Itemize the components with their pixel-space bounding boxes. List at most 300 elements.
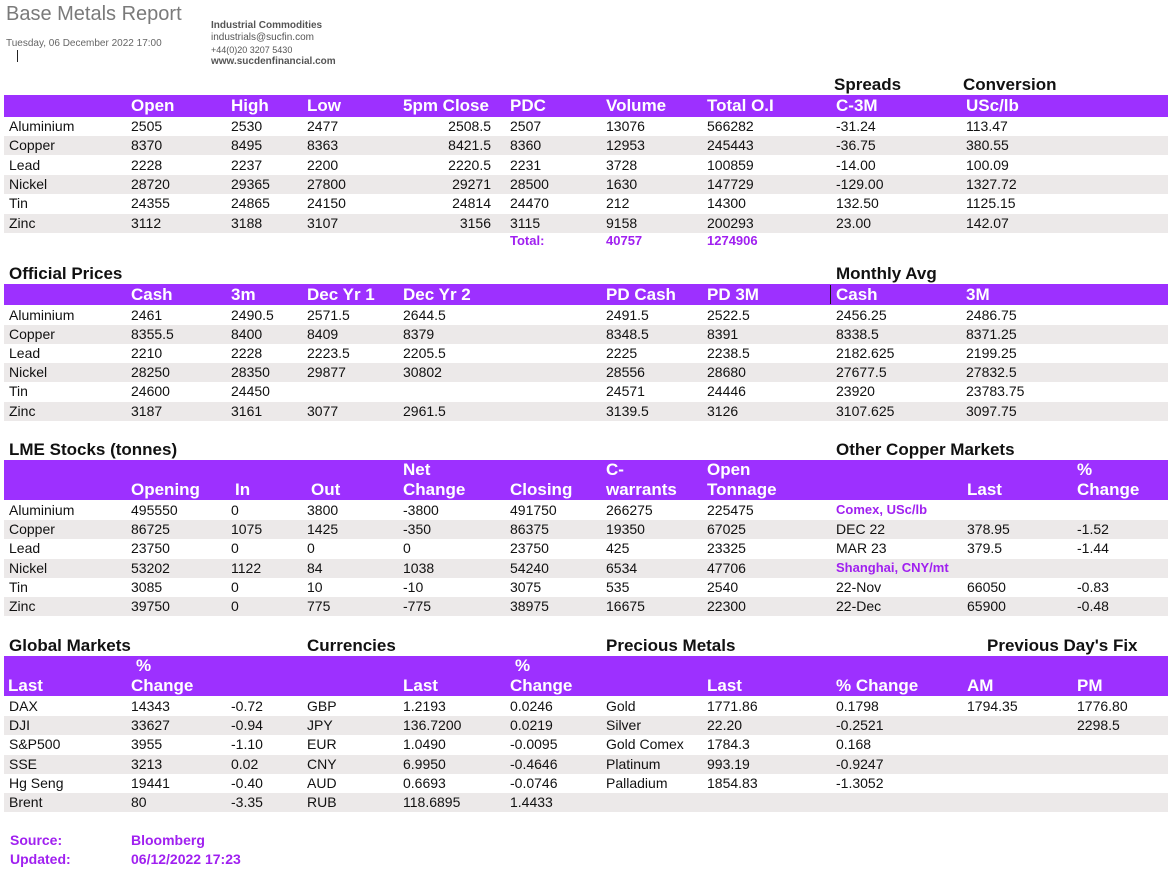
col-header: 5pm Close [403, 96, 489, 115]
index-name: Brent [9, 794, 43, 810]
pd-3m-cell: 3126 [707, 402, 739, 419]
monthly-cash-cell: 23920 [836, 383, 875, 400]
col-header: % Change [836, 676, 919, 695]
currency-name: GBP [307, 698, 337, 714]
col-header: PDC [510, 96, 546, 115]
col-header: Out [311, 480, 341, 499]
conversion-cell: 380.55 [966, 137, 1009, 154]
net-change-cell: -350 [403, 521, 432, 538]
precious-name: Gold [606, 698, 636, 714]
pdc-cell: 8360 [510, 137, 542, 154]
index-last: 33627 [131, 717, 170, 734]
oi-cell: 147729 [707, 175, 754, 192]
company-phone: +44(0)20 3207 5430 [211, 45, 293, 55]
cwarrants-cell: 6534 [606, 559, 638, 576]
cwarrants-cell: 19350 [606, 521, 645, 538]
currency-name: JPY [307, 717, 333, 734]
open-tonnage-cell: 2540 [707, 578, 739, 595]
open-tonnage-cell: 47706 [707, 559, 746, 576]
precious-last: 1784.3 [707, 736, 750, 753]
col-header: Closing [510, 480, 573, 499]
currency-change: -0.0746 [510, 774, 558, 791]
opening-cell: 86725 [131, 521, 170, 538]
col-header: 3M [966, 285, 990, 304]
spread-cell: 132.50 [836, 195, 879, 212]
metal-name: Aluminium [9, 118, 75, 134]
3m-cell: 3161 [231, 402, 263, 419]
col-header: Opening [131, 480, 200, 499]
previous-fix-heading: Previous Day's Fix [987, 636, 1138, 655]
close-cell: 2508.5 [448, 118, 491, 134]
conversion-heading: Conversion [963, 75, 1057, 94]
col-header: Dec Yr 2 [403, 285, 471, 304]
out-cell: 84 [307, 559, 323, 576]
table-row [4, 214, 1168, 233]
table-row [4, 755, 1168, 774]
col-header: AM [967, 676, 994, 695]
index-name: DJI [9, 717, 30, 734]
precious-change: 0.1798 [836, 698, 879, 714]
precious-change: -1.3052 [836, 774, 884, 791]
cwarrants-cell: 266275 [606, 502, 653, 518]
table-row [4, 344, 1168, 363]
monthly-3m-cell: 2486.75 [966, 307, 1017, 323]
volume-cell: 3728 [606, 156, 638, 173]
col-header: PM [1077, 676, 1103, 695]
precious-metals-heading: Precious Metals [606, 636, 736, 655]
monthly-3m-cell: 3097.75 [966, 402, 1017, 419]
copper-market-label: MAR 23 [836, 540, 887, 557]
high-cell: 3188 [231, 214, 263, 231]
pd-cash-cell: 2225 [606, 345, 638, 362]
cwarrants-cell: 425 [606, 540, 630, 557]
open-cell: 24355 [131, 195, 170, 212]
low-cell: 2477 [307, 118, 339, 134]
metal-name: Lead [9, 156, 41, 173]
col-header: Change [403, 480, 466, 499]
metal-name: Zinc [9, 598, 36, 614]
currency-last: 6.9950 [403, 755, 446, 772]
col-header: Volume [606, 96, 667, 115]
global-markets-heading: Global Markets [9, 636, 131, 655]
table-row [4, 306, 1168, 325]
copper-market-label: Comex, USc/lb [836, 502, 928, 517]
report-title: Base Metals Report [6, 3, 182, 25]
high-cell: 29365 [231, 175, 270, 192]
monthly-3m-cell: 27832.5 [966, 364, 1017, 381]
open-cell: 28720 [131, 175, 170, 192]
volume-cell: 212 [606, 195, 630, 212]
col-header: PD Cash [606, 285, 676, 304]
copper-market-label: DEC 22 [836, 521, 886, 538]
in-cell: 1075 [231, 521, 263, 538]
3m-cell: 8400 [231, 326, 263, 343]
pd-cash-cell: 28556 [606, 364, 645, 381]
monthly-3m-cell: 2199.25 [966, 345, 1017, 362]
pd-cash-cell: 24571 [606, 383, 645, 400]
net-change-cell: 0 [403, 540, 411, 557]
dec-yr2-cell: 2961.5 [403, 402, 446, 419]
index-last: 3955 [131, 736, 163, 753]
precious-last: 1771.86 [707, 698, 758, 714]
index-last: 80 [131, 794, 147, 810]
table-row [4, 559, 1168, 578]
pd-3m-cell: 2522.5 [707, 307, 750, 323]
conversion-cell: 1125.15 [966, 195, 1016, 212]
table-row [4, 194, 1168, 213]
index-change: -0.40 [231, 774, 263, 791]
metal-name: Tin [9, 578, 28, 595]
out-cell: 0 [307, 540, 315, 557]
close-cell: 2220.5 [448, 156, 491, 173]
fix-pm: 2298.5 [1077, 717, 1120, 734]
in-cell: 0 [231, 540, 239, 557]
metal-name: Nickel [9, 364, 48, 381]
pd-3m-cell: 8391 [707, 326, 739, 343]
opening-cell: 39750 [131, 598, 170, 614]
conversion-cell: 1327.72 [966, 175, 1017, 192]
index-last: 3213 [131, 755, 163, 772]
currency-last: 1.0490 [403, 736, 446, 753]
closing-cell: 38975 [510, 598, 549, 614]
table-row [4, 402, 1168, 421]
cash-cell: 8355.5 [131, 326, 174, 343]
spreads-heading: Spreads [834, 75, 902, 94]
copper-market-change: -1.44 [1077, 540, 1109, 557]
metal-name: Aluminium [9, 502, 75, 518]
col-header: Total O.I [707, 96, 774, 115]
precious-name: Palladium [606, 774, 668, 791]
in-cell: 0 [231, 578, 239, 595]
dec-yr1-cell: 29877 [307, 364, 346, 381]
open-cell: 2228 [131, 156, 163, 173]
copper-market-last: 65900 [967, 598, 1006, 614]
precious-last: 22.20 [707, 717, 743, 734]
table-row [4, 325, 1168, 344]
col-header: Change [131, 676, 194, 695]
table-row [4, 136, 1168, 155]
low-cell: 3107 [307, 214, 339, 231]
table-row [4, 175, 1168, 194]
metal-name: Copper [9, 521, 55, 538]
precious-name: Platinum [606, 755, 661, 772]
monthly-3m-cell: 23783.75 [966, 383, 1025, 400]
open-tonnage-cell: 67025 [707, 521, 746, 538]
volume-cell: 9158 [606, 214, 638, 231]
monthly-cash-cell: 2456.25 [836, 307, 887, 323]
pd-3m-cell: 28680 [707, 364, 746, 381]
table-row [4, 156, 1168, 175]
dec-yr2-cell: 8379 [403, 326, 435, 343]
col-header: % [1077, 460, 1093, 479]
copper-market-label: 22-Dec [836, 598, 882, 614]
dec-yr2-cell: 30802 [403, 364, 442, 381]
volume-cell: 13076 [606, 118, 645, 134]
volume-cell: 1630 [606, 175, 638, 192]
copper-market-change: -0.83 [1077, 578, 1109, 595]
net-change-cell: -775 [403, 598, 432, 614]
metal-name: Aluminium [9, 307, 75, 323]
col-header: Last [967, 480, 1002, 499]
precious-last: 993.19 [707, 755, 750, 772]
index-change: -0.72 [231, 698, 263, 714]
out-cell: 775 [307, 598, 331, 614]
out-cell: 10 [307, 578, 323, 595]
open-cell: 3112 [131, 214, 162, 231]
precious-name: Gold Comex [606, 736, 684, 753]
currency-last: 0.6693 [403, 774, 446, 791]
3m-cell: 2490.5 [231, 307, 274, 323]
monthly-cash-cell: 2182.625 [836, 345, 895, 362]
col-header: C-3M [836, 96, 878, 115]
pd-cash-cell: 2491.5 [606, 307, 649, 323]
metal-name: Copper [9, 326, 55, 343]
metal-name: Nickel [9, 175, 48, 192]
monthly-cash-cell: 3107.625 [836, 402, 895, 419]
col-header: 3m [231, 285, 256, 304]
other-copper-heading: Other Copper Markets [836, 440, 1015, 459]
col-header: C- [606, 460, 624, 479]
col-header: Change [510, 676, 573, 695]
high-cell: 2237 [231, 156, 263, 173]
copper-market-label: Shanghai, CNY/mt [836, 559, 949, 575]
index-last: 14343 [131, 698, 170, 714]
cash-cell: 2210 [131, 345, 163, 362]
metal-name: Nickel [9, 559, 48, 576]
table-row [4, 697, 1168, 716]
currency-last: 136.7200 [403, 717, 462, 734]
updated-label: Updated: [10, 851, 71, 867]
currency-change: 0.0246 [510, 698, 553, 714]
lme-stocks-heading: LME Stocks (tonnes) [9, 440, 178, 459]
currency-change: -0.4646 [510, 755, 558, 772]
in-cell: 0 [231, 502, 239, 518]
copper-market-change: -1.52 [1077, 521, 1109, 538]
total-oi: 1274906 [707, 233, 758, 248]
company-website[interactable]: www.sucdenfinancial.com [211, 56, 336, 67]
report-date: Tuesday, 06 December 2022 17:00 [6, 38, 162, 49]
col-header: Open [131, 96, 175, 115]
low-cell: 27800 [307, 175, 346, 192]
copper-market-last: 378.95 [967, 521, 1010, 538]
table-row [4, 501, 1168, 520]
metal-name: Lead [9, 540, 41, 557]
spread-cell: -31.24 [836, 118, 876, 134]
dec-yr1-cell: 2571.5 [307, 307, 350, 323]
precious-change: -0.9247 [836, 755, 884, 772]
conversion-cell: 113.47 [966, 118, 1008, 134]
pdc-cell: 2231 [510, 156, 542, 173]
currency-change: 0.0219 [510, 717, 553, 734]
col-header: In [235, 480, 251, 499]
source-label: Source: [10, 832, 63, 848]
precious-change: -0.2521 [836, 717, 884, 734]
currencies-heading: Currencies [307, 636, 396, 655]
cash-cell: 2461 [131, 307, 163, 323]
index-name: S&P500 [9, 736, 61, 753]
table-row [4, 539, 1168, 558]
currency-change: -0.0095 [510, 736, 558, 753]
oi-cell: 245443 [707, 137, 754, 154]
official-header-band [4, 284, 1168, 305]
copper-market-last: 379.5 [967, 540, 1003, 557]
col-header: Tonnage [707, 480, 777, 499]
dec-yr1-cell: 8409 [307, 326, 339, 343]
pdc-cell: 2507 [510, 118, 542, 134]
pd-3m-cell: 2238.5 [707, 345, 750, 362]
table-row [4, 117, 1168, 136]
currency-last: 118.6895 [403, 794, 461, 810]
index-name: SSE [9, 755, 38, 772]
index-name: DAX [9, 698, 38, 714]
metal-name: Tin [9, 195, 28, 212]
col-header: % [515, 656, 531, 675]
table-row [4, 520, 1168, 539]
metal-name: Lead [9, 345, 41, 362]
opening-cell: 3085 [131, 578, 163, 595]
table-row [4, 774, 1168, 793]
close-cell: 29271 [452, 175, 491, 192]
closing-cell: 54240 [510, 559, 549, 576]
stocks-header-band [4, 460, 1168, 500]
net-change-cell: -10 [403, 578, 424, 595]
net-change-cell: -3800 [403, 502, 439, 518]
col-header: USc/lb [966, 96, 1019, 115]
low-cell: 8363 [307, 137, 339, 154]
pd-3m-cell: 24446 [707, 383, 746, 400]
closing-cell: 23750 [510, 540, 549, 557]
global-header-band [4, 656, 1168, 696]
spread-cell: -129.00 [836, 175, 884, 192]
spread-cell: 23.00 [836, 214, 872, 231]
high-cell: 2530 [231, 118, 263, 134]
pdc-cell: 3115 [510, 214, 541, 231]
cash-cell: 24600 [131, 383, 170, 400]
currency-change: 1.4433 [510, 794, 553, 810]
col-header: Last [403, 676, 438, 695]
index-change: -0.94 [231, 717, 263, 734]
conversion-cell: 142.07 [966, 214, 1009, 231]
oi-cell: 566282 [707, 118, 754, 134]
base-header-band [4, 95, 1168, 117]
index-name: Hg Seng [9, 774, 64, 791]
pd-cash-cell: 3139.5 [606, 402, 649, 419]
source-value: Bloomberg [131, 832, 205, 848]
in-cell: 0 [231, 598, 239, 614]
3m-cell: 24450 [231, 383, 270, 400]
metal-name: Zinc [9, 402, 36, 419]
total-label: Total: [510, 233, 545, 248]
cwarrants-cell: 16675 [606, 598, 645, 614]
currency-last: 1.2193 [403, 698, 446, 714]
column-divider [830, 285, 831, 304]
low-cell: 24150 [307, 195, 346, 212]
table-row [4, 578, 1168, 597]
monthly-cash-cell: 27677.5 [836, 364, 887, 381]
metal-name: Copper [9, 137, 55, 154]
col-header: PD 3M [707, 285, 759, 304]
index-last: 19441 [131, 774, 170, 791]
low-cell: 2200 [307, 156, 339, 173]
col-header: Dec Yr 1 [307, 285, 375, 304]
high-cell: 24865 [231, 195, 270, 212]
pdc-cell: 24470 [510, 195, 549, 212]
currency-name: AUD [307, 774, 337, 791]
copper-market-last: 66050 [967, 578, 1006, 595]
oi-cell: 100859 [707, 156, 754, 173]
index-change: -1.10 [231, 736, 263, 753]
col-header: Cash [836, 285, 878, 304]
open-cell: 2505 [131, 118, 163, 134]
volume-cell: 12953 [606, 137, 645, 154]
in-cell: 1122 [231, 559, 262, 576]
total-volume: 40757 [606, 233, 643, 248]
monthly-avg-heading: Monthly Avg [836, 264, 937, 283]
cwarrants-cell: 535 [606, 578, 630, 595]
col-header: Low [307, 96, 341, 115]
open-cell: 8370 [131, 137, 163, 154]
oi-cell: 200293 [707, 214, 754, 231]
monthly-cash-cell: 8338.5 [836, 326, 879, 343]
precious-last: 1854.83 [707, 774, 758, 791]
out-cell: 3800 [307, 502, 339, 518]
pd-cash-cell: 8348.5 [606, 326, 649, 343]
official-prices-heading: Official Prices [9, 264, 123, 283]
3m-cell: 28350 [231, 364, 270, 381]
high-cell: 8495 [231, 137, 263, 154]
spread-cell: -14.00 [836, 156, 876, 173]
close-cell: 8421.5 [448, 137, 491, 154]
table-row [4, 597, 1168, 616]
closing-cell: 86375 [510, 521, 549, 538]
pdc-cell: 28500 [510, 175, 549, 192]
table-row [4, 716, 1168, 735]
col-header: Cash [131, 285, 173, 304]
company-email[interactable]: industrials@sucfin.com [211, 32, 314, 43]
copper-market-label: 22-Nov [836, 578, 882, 595]
net-change-cell: 1038 [403, 559, 435, 576]
index-change: -3.35 [231, 794, 263, 810]
col-header: Open [707, 460, 751, 479]
closing-cell: 491750 [510, 502, 557, 518]
table-row [4, 735, 1168, 754]
copper-market-change: -0.48 [1077, 598, 1109, 614]
precious-name: Silver [606, 717, 642, 734]
3m-cell: 2228 [231, 345, 263, 362]
currency-name: RUB [307, 794, 337, 810]
col-header: warrants [606, 480, 677, 499]
currency-name: EUR [307, 736, 337, 753]
closing-cell: 3075 [510, 578, 542, 595]
col-header: Change [1077, 480, 1140, 499]
open-tonnage-cell: 225475 [707, 502, 754, 518]
col-header: Last [707, 676, 742, 695]
opening-cell: 495550 [131, 502, 178, 518]
metal-name: Zinc [9, 214, 36, 231]
fix-pm: 1776.80 [1077, 698, 1128, 714]
precious-change: 0.168 [836, 736, 872, 753]
updated-value: 06/12/2022 17:23 [131, 851, 241, 867]
monthly-3m-cell: 8371.25 [966, 326, 1017, 343]
spread-cell: -36.75 [836, 137, 876, 154]
currency-name: CNY [307, 755, 337, 772]
dec-yr1-cell: 3077 [307, 402, 339, 419]
open-tonnage-cell: 23325 [707, 540, 746, 557]
dec-yr2-cell: 2205.5 [403, 345, 446, 362]
company-name: Industrial Commodities [211, 20, 323, 31]
open-tonnage-cell: 22300 [707, 598, 746, 614]
fix-am: 1794.35 [967, 698, 1018, 714]
